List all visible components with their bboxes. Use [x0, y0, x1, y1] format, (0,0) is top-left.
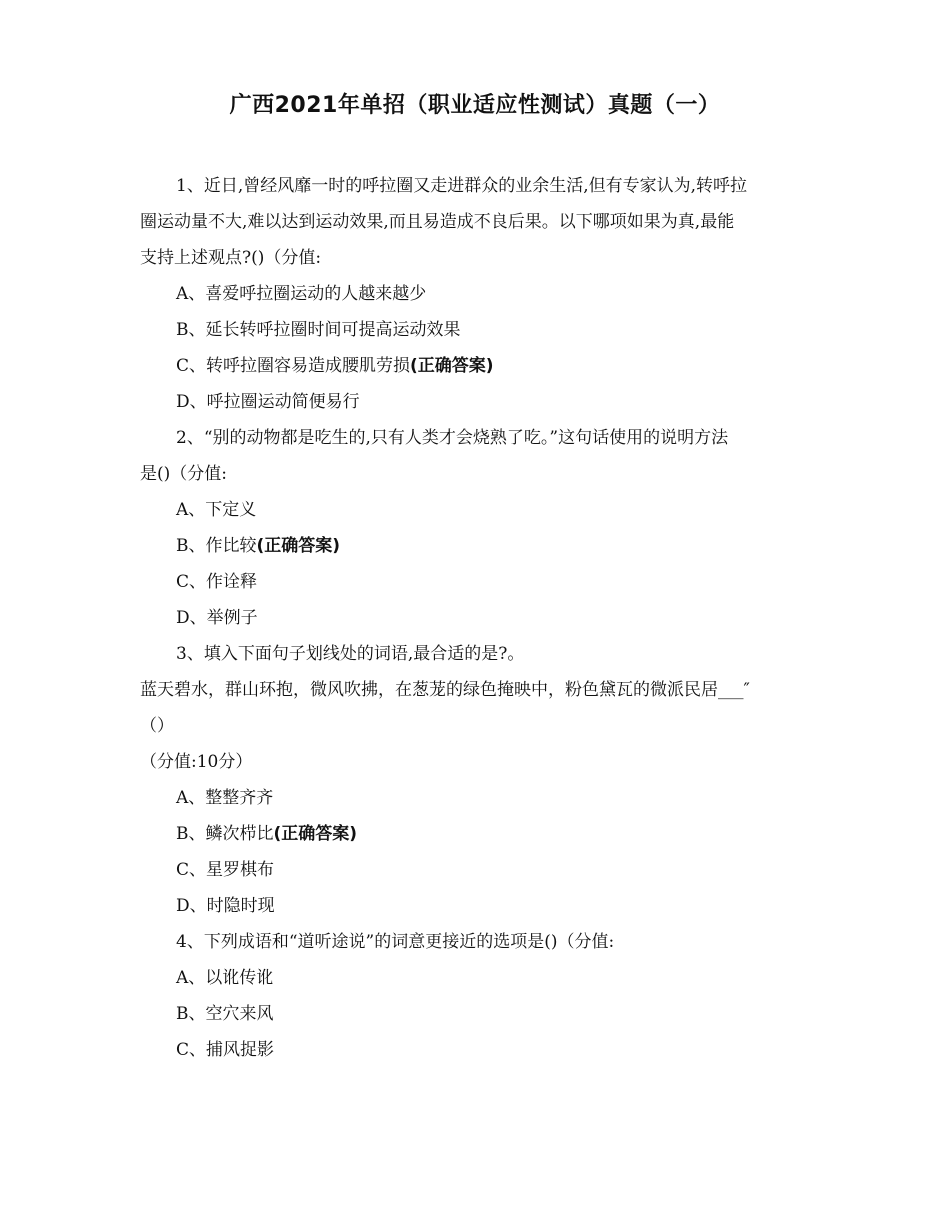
option-text: B、鳞次栉比 [176, 824, 274, 844]
question-text-line: 支持上述观点?()（分值: [140, 248, 322, 268]
option-text: D、呼拉圈运动简便易行 [176, 392, 360, 412]
option-c [140, 1032, 812, 1068]
option-c [140, 564, 812, 600]
option-a [140, 960, 812, 996]
question-2 [140, 420, 812, 636]
option-b [140, 312, 812, 348]
option-text: C、星罗棋布 [176, 860, 275, 880]
option-text: C、转呼拉圈容易造成腰肌劳损 [176, 356, 411, 376]
option-c [140, 348, 812, 384]
question-score-line: （分值:10分） [140, 752, 253, 772]
option-a [140, 276, 812, 312]
question-text-line: 2、“别的动物都是吃生的,只有人类才会烧熟了吃。”这句话使用的说明方法 [176, 428, 729, 448]
question-text-line: 圈运动量不大,难以达到运动效果,而且易造成不良后果。以下哪项如果为真,最能 [140, 212, 735, 232]
option-text: A、以讹传讹 [176, 968, 274, 988]
option-text: A、整整齐齐 [176, 788, 274, 808]
question-1 [140, 168, 812, 420]
option-c [140, 852, 812, 888]
question-3 [140, 636, 812, 924]
option-d [140, 600, 812, 636]
question-text-line: 蓝天碧水，群山环抱，微风吹拂，在葱茏的绿色掩映中，粉色黛瓦的微派民居___″ [140, 680, 750, 700]
correct-answer-tag: (正确答案) [256, 536, 341, 556]
option-text: B、作比较 [176, 536, 257, 556]
option-text: D、举例子 [176, 608, 258, 628]
page-title: 广西2021年单招（职业适应性测试）真题（一） [229, 93, 721, 118]
option-a [140, 492, 812, 528]
option-a [140, 780, 812, 816]
question-text-line: 是()（分值: [140, 464, 227, 484]
correct-answer-tag: (正确答案) [410, 356, 494, 376]
option-d [140, 384, 812, 420]
option-text: C、捕风捉影 [176, 1040, 275, 1060]
question-text-line: 1、近日,曾经风靡一时的呼拉圈又走进群众的业余生活,但有专家认为,转呼拉 [176, 176, 748, 196]
option-text: A、喜爱呼拉圈运动的人越来越少 [176, 284, 427, 304]
option-d [140, 888, 812, 924]
question-4 [140, 924, 812, 1068]
option-text: D、时隐时现 [176, 896, 275, 916]
option-b [140, 528, 812, 564]
option-text: C、作诠释 [176, 572, 258, 592]
option-b [140, 816, 812, 852]
question-text-line: 4、下列成语和“道听途说”的词意更接近的选项是()（分值: [176, 932, 615, 952]
option-b [140, 996, 812, 1032]
option-text: B、空穴来风 [176, 1004, 274, 1024]
option-text: B、延长转呼拉圈时间可提高运动效果 [176, 320, 461, 340]
question-text-line: 3、填入下面句子划线处的词语,最合适的是?。 [176, 644, 525, 664]
question-text-line: （） [140, 716, 174, 736]
question-list [140, 168, 812, 1068]
correct-answer-tag: (正确答案) [273, 824, 358, 844]
option-text: A、下定义 [176, 500, 257, 520]
